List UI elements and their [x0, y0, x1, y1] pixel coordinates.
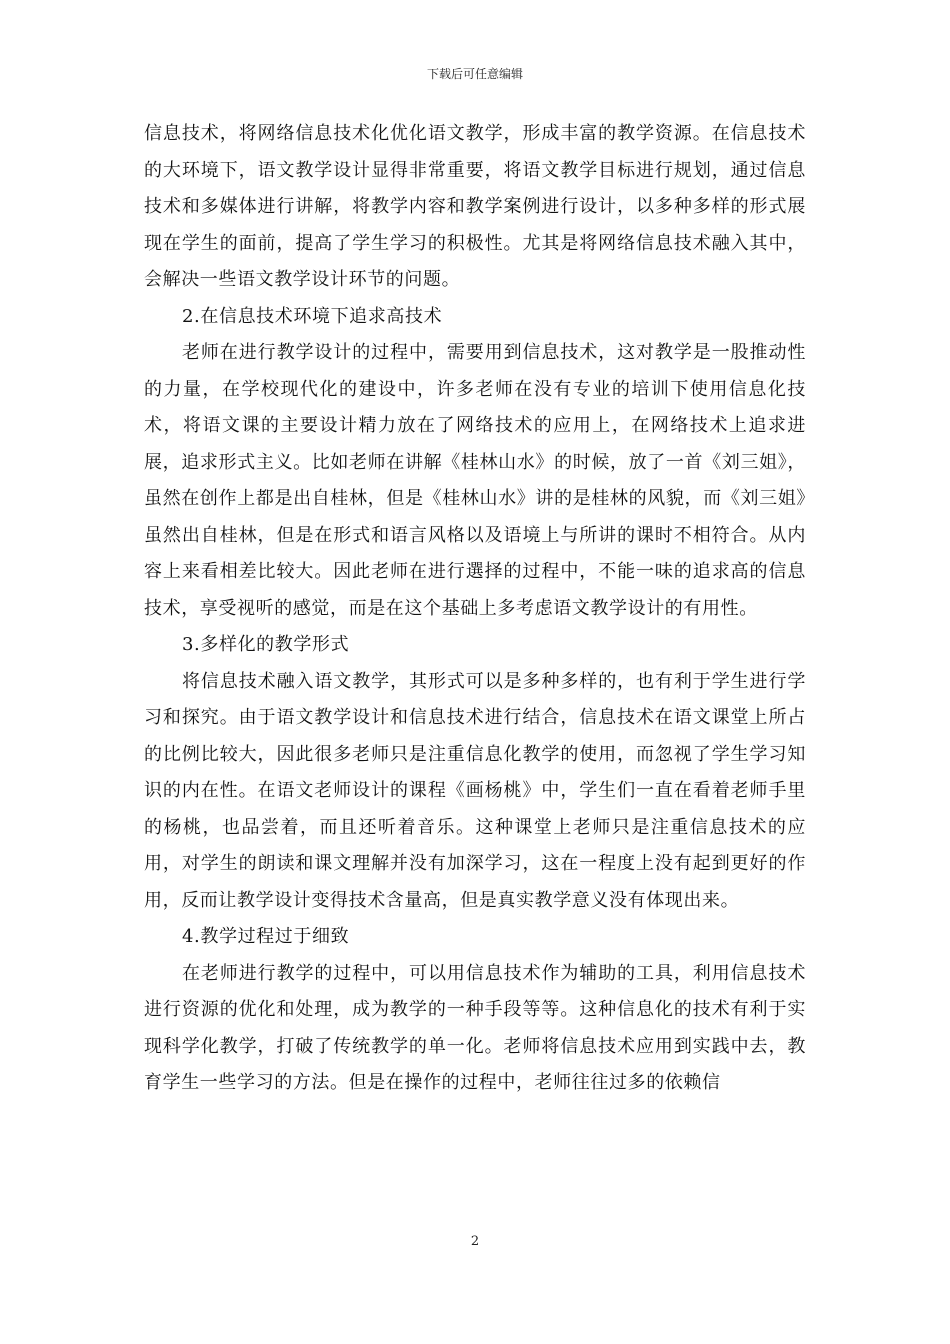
section-heading-3: 3.多样化的教学形式 [182, 634, 350, 655]
paragraph-3: 将信息技术融入语文教学，其形式可以是多种多样的，也有利于学生进行学习和探究。由于语文教学设计和信息技术进行结合，信息技术在语文课堂上所占的比例比较大，因此很多老师只是注重信息化教学的使用，而忽视了学生学习知识的内在性。在语文老师设计的课程《画杨桃》中，学生们一直在看着老师手里的杨桃，也品尝着，而且还听着音乐。这种课堂上老师只是注重信息技术的应用，对学生的朗读和课文理解并没有加深学习，这在一程度上没有起到更好的作用，反而让教学设计变得技术含量高，但是真实教学意义没有体现出来。 [144, 670, 806, 911]
paragraph-2: 老师在进行教学设计的过程中，需要用到信息技术，这对教学是一股推动性的力量，在学校现代化的建设中，许多老师在没有专业的培训下使用信息化技术，将语文课的主要设计精力放在了网络技术的应用上，在网络技术上追求进展，追求形式主义。比如老师在讲解《桂林山水》的时候，放了一首《刘三姐》，虽然在创作上都是出自桂林，但是《桂林山水》讲的是桂林的风貌，而《刘三姐》虽然出自桂林，但是在形式和语言风格以及语境上与所讲的课时不相符合。从内容上来看相差比较大。因此老师在进行選择的过程中，不能一味的追求高的信息技术，享受视听的感觉，而是在这个基础上多考虑语文教学设计的有用性。 [144, 342, 806, 619]
paragraph-4: 在老师进行教学的过程中，可以用信息技术作为辅助的工具，利用信息技术进行资源的优化和处理，成为教学的一种手段等等。这种信息化的技术有利于实现科学化教学，打破了传统教学的单一化。老师将信息技术应用到实践中去，教育学生一些学习的方法。但是在操作的过程中，老师往往过多的依赖信 [144, 962, 806, 1093]
page-number: 2 [470, 1234, 480, 1249]
section-heading-2: 2.在信息技术环境下追求高技术 [182, 305, 443, 327]
section-heading-4: 4.教学过程过于细致 [182, 926, 350, 947]
paragraph-1: 信息技术，将网络信息技术化优化语文教学，形成丰富的教学资源。在信息技术的大环境下，语文教学设计显得非常重要，将语文教学目标进行规划，通过信息技术和多媒体进行讲解，将教学内容和教学案例进行设计，以多种多样的形式展现在学生的面前，提高了学生学习的积极性。尤其是将网络信息技术融入其中，会解决一些语文教学设计环节的问题。 [144, 123, 806, 290]
page-header: 下载后可任意编辑 [426, 67, 523, 81]
document-body [144, 116, 806, 1102]
